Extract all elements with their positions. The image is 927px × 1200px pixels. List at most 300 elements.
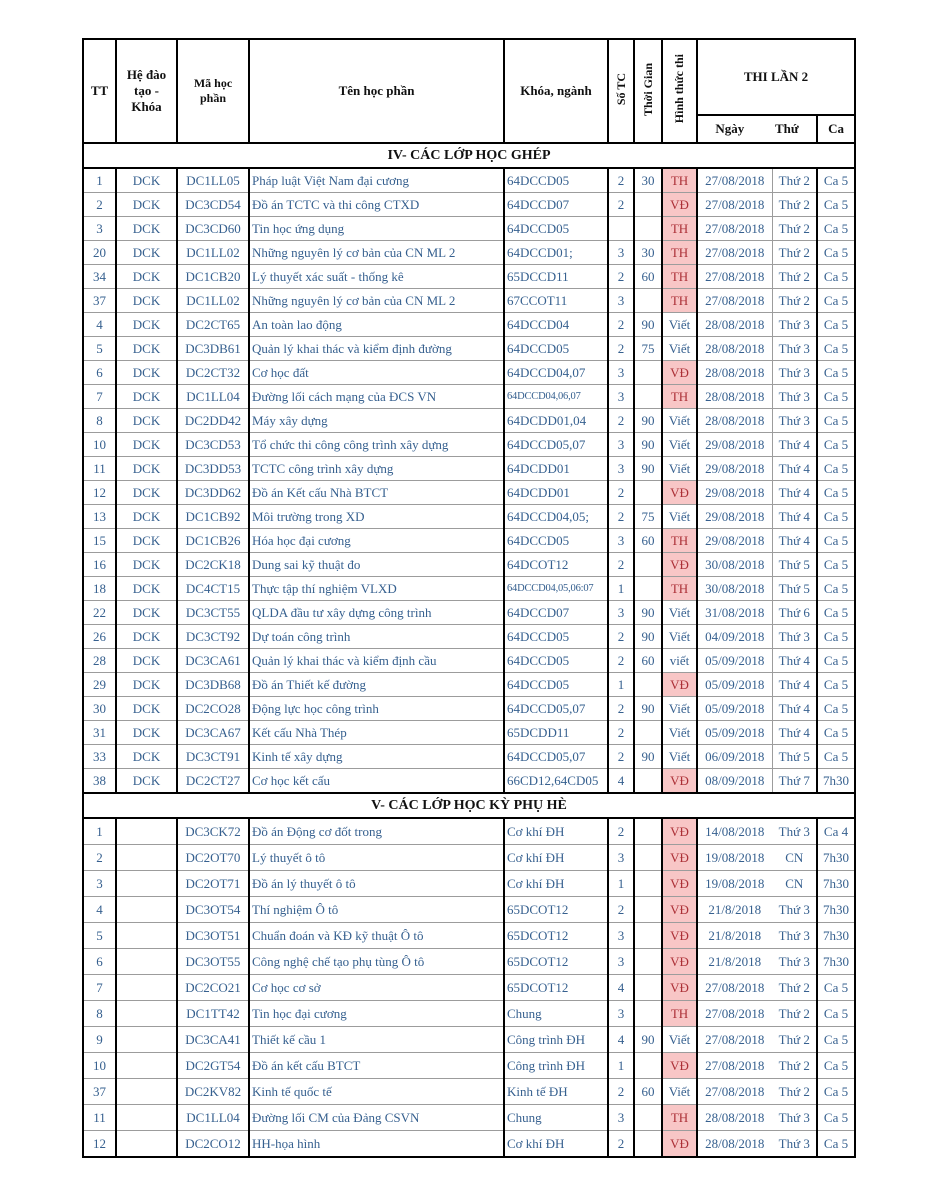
cell-ma: DC3CD60: [177, 217, 249, 241]
col-header-thi-lan-2: THI LẦN 2: [697, 39, 855, 115]
cell-thu: Thứ 2: [772, 1053, 817, 1079]
cell-htt: TH: [662, 1105, 697, 1131]
cell-ma: DC3CD53: [177, 433, 249, 457]
cell-htt: VĐ: [662, 845, 697, 871]
cell-tc: 3: [608, 289, 634, 313]
table-row: [83, 433, 855, 457]
cell-ma: DC2CT32: [177, 361, 249, 385]
cell-ngay: 28/08/2018: [697, 361, 772, 385]
table-row: [83, 217, 855, 241]
cell-htt: VĐ: [662, 769, 697, 794]
cell-ca: 7h30: [817, 949, 855, 975]
cell-ma: DC3DB61: [177, 337, 249, 361]
cell-he: DCK: [116, 313, 177, 337]
cell-thu: Thứ 3: [772, 1131, 817, 1158]
cell-ma: DC2DD42: [177, 409, 249, 433]
cell-ca: Ca 5: [817, 697, 855, 721]
cell-ca: Ca 5: [817, 1079, 855, 1105]
table-row: [83, 975, 855, 1001]
cell-ca: 7h30: [817, 769, 855, 794]
cell-ten: Quản lý khai thác và kiểm định cầu: [249, 649, 504, 673]
cell-thu: Thứ 2: [772, 1027, 817, 1053]
table-row: [83, 745, 855, 769]
cell-tg: 90: [634, 457, 662, 481]
cell-ma: DC2OT70: [177, 845, 249, 871]
cell-thu: Thứ 5: [772, 553, 817, 577]
cell-tg: [634, 1001, 662, 1027]
cell-tg: 30: [634, 168, 662, 193]
cell-tt: 3: [83, 217, 116, 241]
cell-ca: Ca 5: [817, 745, 855, 769]
cell-ngay: 21/8/2018: [697, 923, 772, 949]
cell-ca: Ca 5: [817, 601, 855, 625]
cell-ca: 7h30: [817, 897, 855, 923]
cell-tc: 1: [608, 1053, 634, 1079]
cell-khoa: 64DCCD04: [504, 313, 608, 337]
cell-he: [116, 818, 177, 845]
cell-thu: Thứ 3: [772, 923, 817, 949]
cell-khoa: 64DCCD04,05;: [504, 505, 608, 529]
cell-htt: VĐ: [662, 949, 697, 975]
cell-tt: 37: [83, 1079, 116, 1105]
cell-khoa: Cơ khí ĐH: [504, 871, 608, 897]
cell-tg: [634, 217, 662, 241]
cell-htt: TH: [662, 385, 697, 409]
cell-khoa: 64DCCD05: [504, 649, 608, 673]
cell-tt: 6: [83, 361, 116, 385]
cell-tc: 2: [608, 337, 634, 361]
cell-khoa: 65DCDD11: [504, 721, 608, 745]
cell-ngay: 05/09/2018: [697, 721, 772, 745]
section-title: IV- CÁC LỚP HỌC GHÉP: [83, 143, 855, 168]
cell-ngay: 27/08/2018: [697, 975, 772, 1001]
table-row: [83, 529, 855, 553]
cell-ma: DC2CO28: [177, 697, 249, 721]
cell-ma: DC1CB92: [177, 505, 249, 529]
cell-ngay: 27/08/2018: [697, 1079, 772, 1105]
cell-htt: Viết: [662, 1027, 697, 1053]
cell-ca: Ca 5: [817, 1001, 855, 1027]
cell-tg: [634, 1105, 662, 1131]
cell-thu: Thứ 5: [772, 577, 817, 601]
cell-tg: 60: [634, 1079, 662, 1105]
cell-khoa: 64DCCD05,07: [504, 745, 608, 769]
cell-tc: 2: [608, 553, 634, 577]
cell-tt: 18: [83, 577, 116, 601]
cell-ma: DC1CB20: [177, 265, 249, 289]
cell-htt: VĐ: [662, 361, 697, 385]
cell-tg: 90: [634, 1027, 662, 1053]
cell-khoa: Cơ khí ĐH: [504, 1131, 608, 1158]
cell-tt: 33: [83, 745, 116, 769]
table-row: [83, 409, 855, 433]
cell-thu: Thứ 2: [772, 217, 817, 241]
cell-ca: Ca 5: [817, 625, 855, 649]
cell-he: [116, 871, 177, 897]
cell-ten: Cơ học cơ sở: [249, 975, 504, 1001]
cell-tc: 2: [608, 625, 634, 649]
cell-he: [116, 949, 177, 975]
cell-khoa: 64DCCD05: [504, 168, 608, 193]
cell-tc: 2: [608, 168, 634, 193]
cell-thu: Thứ 3: [772, 361, 817, 385]
cell-he: [116, 1079, 177, 1105]
cell-ca: Ca 5: [817, 553, 855, 577]
cell-he: DCK: [116, 193, 177, 217]
cell-tg: [634, 871, 662, 897]
cell-khoa: 64DCCD04,06,07: [504, 385, 608, 409]
cell-ngay: 05/09/2018: [697, 649, 772, 673]
cell-htt: TH: [662, 241, 697, 265]
cell-ma: DC3CT92: [177, 625, 249, 649]
col-header-ma-hoc-phan: Mã học phần: [177, 39, 249, 143]
cell-ten: TCTC công trình xây dựng: [249, 457, 504, 481]
cell-thu: Thứ 4: [772, 433, 817, 457]
cell-tg: [634, 289, 662, 313]
cell-tc: 3: [608, 949, 634, 975]
cell-tc: 3: [608, 845, 634, 871]
cell-thu: Thứ 4: [772, 481, 817, 505]
cell-ten: Quản lý khai thác và kiểm định đường: [249, 337, 504, 361]
cell-tt: 11: [83, 1105, 116, 1131]
cell-ngay: 29/08/2018: [697, 529, 772, 553]
table-row: [83, 289, 855, 313]
cell-tg: 90: [634, 745, 662, 769]
cell-thu: Thứ 2: [772, 168, 817, 193]
cell-ma: DC1LL04: [177, 1105, 249, 1131]
cell-thu: CN: [772, 871, 817, 897]
cell-thu: Thứ 3: [772, 385, 817, 409]
cell-ngay: 05/09/2018: [697, 673, 772, 697]
cell-ca: Ca 5: [817, 457, 855, 481]
cell-tc: 3: [608, 361, 634, 385]
cell-he: [116, 1131, 177, 1158]
cell-tg: [634, 577, 662, 601]
cell-ten: Đồ án Thiết kế đường: [249, 673, 504, 697]
cell-tt: 4: [83, 313, 116, 337]
cell-he: DCK: [116, 673, 177, 697]
cell-tt: 20: [83, 241, 116, 265]
cell-ma: DC3OT55: [177, 949, 249, 975]
cell-tg: 90: [634, 409, 662, 433]
cell-he: DCK: [116, 168, 177, 193]
cell-tt: 4: [83, 897, 116, 923]
cell-he: DCK: [116, 769, 177, 794]
cell-ten: Những nguyên lý cơ bản của CN ML 2: [249, 289, 504, 313]
cell-tg: 90: [634, 313, 662, 337]
cell-tc: 2: [608, 193, 634, 217]
cell-ma: DC3OT54: [177, 897, 249, 923]
table-row: [83, 601, 855, 625]
cell-tc: 1: [608, 577, 634, 601]
table-row: [83, 337, 855, 361]
col-header-khoa-nganh: Khóa, ngành: [504, 39, 608, 143]
cell-tt: 1: [83, 818, 116, 845]
cell-ten: Cơ học đất: [249, 361, 504, 385]
cell-htt: VĐ: [662, 818, 697, 845]
table-row: [83, 361, 855, 385]
cell-ngay: 14/08/2018: [697, 818, 772, 845]
cell-tt: 10: [83, 1053, 116, 1079]
cell-ngay: 29/08/2018: [697, 457, 772, 481]
cell-htt: VĐ: [662, 871, 697, 897]
cell-he: [116, 1027, 177, 1053]
cell-tg: [634, 673, 662, 697]
cell-htt: Viết: [662, 601, 697, 625]
cell-ngay: 29/08/2018: [697, 505, 772, 529]
cell-tt: 13: [83, 505, 116, 529]
cell-khoa: 65DCOT12: [504, 897, 608, 923]
cell-ma: DC1TT42: [177, 1001, 249, 1027]
cell-ma: DC2OT71: [177, 871, 249, 897]
table-row: [83, 649, 855, 673]
table-row: [83, 769, 855, 794]
table-row: [83, 721, 855, 745]
cell-he: DCK: [116, 577, 177, 601]
cell-he: DCK: [116, 385, 177, 409]
cell-he: [116, 897, 177, 923]
cell-khoa: 64DCDD01: [504, 457, 608, 481]
cell-ngay: 27/08/2018: [697, 1027, 772, 1053]
cell-thu: Thứ 3: [772, 313, 817, 337]
cell-htt: Viết: [662, 313, 697, 337]
cell-tg: [634, 769, 662, 794]
exam-schedule-table: [82, 38, 856, 1158]
cell-tt: 29: [83, 673, 116, 697]
cell-ten: Lý thuyết xác suất - thống kê: [249, 265, 504, 289]
cell-tt: 8: [83, 1001, 116, 1027]
cell-ma: DC1LL02: [177, 289, 249, 313]
section-title-row: [83, 793, 855, 818]
cell-khoa: 65DCOT12: [504, 949, 608, 975]
cell-thu: Thứ 4: [772, 721, 817, 745]
cell-tt: 30: [83, 697, 116, 721]
table-row: [83, 673, 855, 697]
cell-ten: Đường lối CM của Đảng CSVN: [249, 1105, 504, 1131]
table-row: [83, 481, 855, 505]
cell-ca: Ca 5: [817, 217, 855, 241]
cell-ngay: 27/08/2018: [697, 193, 772, 217]
cell-ten: Pháp luật Việt Nam đại cương: [249, 168, 504, 193]
cell-tc: 3: [608, 457, 634, 481]
cell-ten: Thí nghiệm Ô tô: [249, 897, 504, 923]
cell-ca: Ca 5: [817, 529, 855, 553]
cell-htt: Viết: [662, 409, 697, 433]
cell-tt: 2: [83, 845, 116, 871]
cell-ca: Ca 5: [817, 409, 855, 433]
cell-ten: Tin học đại cương: [249, 1001, 504, 1027]
cell-khoa: 65DCOT12: [504, 975, 608, 1001]
cell-ngay: 28/08/2018: [697, 409, 772, 433]
cell-tc: 2: [608, 265, 634, 289]
cell-tg: [634, 193, 662, 217]
table-row: [83, 577, 855, 601]
cell-he: [116, 975, 177, 1001]
cell-htt: VĐ: [662, 481, 697, 505]
cell-tc: 2: [608, 481, 634, 505]
table-row: [83, 1001, 855, 1027]
cell-tg: [634, 481, 662, 505]
table-row: [83, 1131, 855, 1158]
table-row: [83, 625, 855, 649]
cell-tc: 4: [608, 975, 634, 1001]
cell-ma: DC2CO12: [177, 1131, 249, 1158]
cell-ngay: 31/08/2018: [697, 601, 772, 625]
cell-htt: TH: [662, 265, 697, 289]
cell-khoa: 64DCCD04,07: [504, 361, 608, 385]
cell-ngay: 28/08/2018: [697, 313, 772, 337]
cell-tt: 6: [83, 949, 116, 975]
cell-ma: DC2KV82: [177, 1079, 249, 1105]
cell-tt: 12: [83, 1131, 116, 1158]
cell-ngay: 27/08/2018: [697, 168, 772, 193]
col-header-hinh-thuc-thi: [662, 39, 697, 143]
cell-ten: Tổ chức thi công công trình xây dựng: [249, 433, 504, 457]
cell-ca: Ca 5: [817, 265, 855, 289]
cell-ngay: 04/09/2018: [697, 625, 772, 649]
cell-htt: VĐ: [662, 1053, 697, 1079]
cell-htt: Viết: [662, 457, 697, 481]
cell-khoa: Cơ khí ĐH: [504, 845, 608, 871]
cell-htt: Viết: [662, 505, 697, 529]
cell-he: DCK: [116, 337, 177, 361]
cell-he: DCK: [116, 625, 177, 649]
cell-ten: Đồ án lý thuyết ô tô: [249, 871, 504, 897]
cell-ngay: 29/08/2018: [697, 481, 772, 505]
cell-tt: 22: [83, 601, 116, 625]
cell-tg: [634, 553, 662, 577]
cell-tc: 2: [608, 313, 634, 337]
table-row: [83, 897, 855, 923]
cell-tc: 1: [608, 871, 634, 897]
cell-ca: Ca 5: [817, 241, 855, 265]
cell-tc: 2: [608, 818, 634, 845]
cell-tc: 3: [608, 601, 634, 625]
cell-thu: Thứ 2: [772, 1001, 817, 1027]
cell-tg: 90: [634, 625, 662, 649]
cell-khoa: 64DCCD01;: [504, 241, 608, 265]
cell-htt: VĐ: [662, 1131, 697, 1158]
cell-tc: 2: [608, 721, 634, 745]
cell-he: DCK: [116, 289, 177, 313]
table-row: [83, 845, 855, 871]
cell-htt: Viết: [662, 433, 697, 457]
cell-ca: Ca 5: [817, 481, 855, 505]
cell-ca: Ca 4: [817, 818, 855, 845]
cell-tt: 16: [83, 553, 116, 577]
cell-he: [116, 1105, 177, 1131]
cell-ten: Máy xây dựng: [249, 409, 504, 433]
cell-ca: Ca 5: [817, 649, 855, 673]
table-row: [83, 168, 855, 193]
table-row: [83, 1105, 855, 1131]
cell-tt: 7: [83, 385, 116, 409]
cell-tt: 31: [83, 721, 116, 745]
cell-tc: 2: [608, 897, 634, 923]
cell-he: DCK: [116, 409, 177, 433]
table-row: [83, 923, 855, 949]
cell-ngay: 21/8/2018: [697, 949, 772, 975]
cell-tg: [634, 1131, 662, 1158]
cell-htt: TH: [662, 529, 697, 553]
cell-ma: DC3CA61: [177, 649, 249, 673]
cell-tt: 2: [83, 193, 116, 217]
cell-tg: 90: [634, 697, 662, 721]
cell-thu: CN: [772, 845, 817, 871]
cell-khoa: 65DCOT12: [504, 923, 608, 949]
col-header-ngay: Ngày: [715, 121, 745, 136]
cell-he: DCK: [116, 601, 177, 625]
cell-khoa: Công trình ĐH: [504, 1027, 608, 1053]
cell-he: [116, 923, 177, 949]
cell-thu: Thứ 4: [772, 505, 817, 529]
col-header-ngay-thu: [697, 115, 817, 143]
cell-he: DCK: [116, 553, 177, 577]
cell-tc: 2: [608, 409, 634, 433]
cell-ma: DC3CD54: [177, 193, 249, 217]
exam-schedule-sheet: [82, 38, 856, 1158]
table-row: [83, 457, 855, 481]
cell-htt: VĐ: [662, 897, 697, 923]
cell-ca: Ca 5: [817, 193, 855, 217]
cell-thu: Thứ 4: [772, 697, 817, 721]
cell-ngay: 21/8/2018: [697, 897, 772, 923]
cell-htt: viết: [662, 649, 697, 673]
cell-tg: [634, 818, 662, 845]
cell-ca: Ca 5: [817, 337, 855, 361]
col-header-thu: Thứ: [774, 121, 799, 136]
cell-ca: Ca 5: [817, 1027, 855, 1053]
cell-ten: Môi trường trong XD: [249, 505, 504, 529]
cell-tc: 3: [608, 433, 634, 457]
cell-htt: Viết: [662, 745, 697, 769]
cell-tg: 60: [634, 649, 662, 673]
cell-thu: Thứ 4: [772, 649, 817, 673]
cell-tt: 5: [83, 337, 116, 361]
cell-khoa: Kinh tế ĐH: [504, 1079, 608, 1105]
cell-tc: 2: [608, 745, 634, 769]
cell-tt: 38: [83, 769, 116, 794]
cell-ten: Tin học ứng dụng: [249, 217, 504, 241]
cell-ca: Ca 5: [817, 1131, 855, 1158]
cell-ngay: 28/08/2018: [697, 385, 772, 409]
cell-htt: VĐ: [662, 673, 697, 697]
cell-ma: DC1LL05: [177, 168, 249, 193]
cell-khoa: 64DCDD01,04: [504, 409, 608, 433]
cell-tg: [634, 923, 662, 949]
cell-khoa: 64DCCD05: [504, 529, 608, 553]
cell-khoa: Chung: [504, 1001, 608, 1027]
cell-tt: 8: [83, 409, 116, 433]
cell-he: [116, 845, 177, 871]
cell-khoa: 64DCCD05: [504, 625, 608, 649]
cell-ngay: 28/08/2018: [697, 1105, 772, 1131]
cell-ca: Ca 5: [817, 1053, 855, 1079]
cell-tc: 2: [608, 505, 634, 529]
cell-thu: Thứ 4: [772, 457, 817, 481]
cell-htt: Viết: [662, 721, 697, 745]
cell-khoa: 64DCCD05: [504, 337, 608, 361]
cell-thu: Thứ 3: [772, 625, 817, 649]
cell-khoa: Chung: [504, 1105, 608, 1131]
cell-ngay: 27/08/2018: [697, 217, 772, 241]
cell-tg: 75: [634, 337, 662, 361]
cell-tc: 2: [608, 1131, 634, 1158]
cell-he: DCK: [116, 481, 177, 505]
cell-ma: DC3CK72: [177, 818, 249, 845]
cell-ma: DC3DD53: [177, 457, 249, 481]
cell-tt: 3: [83, 871, 116, 897]
